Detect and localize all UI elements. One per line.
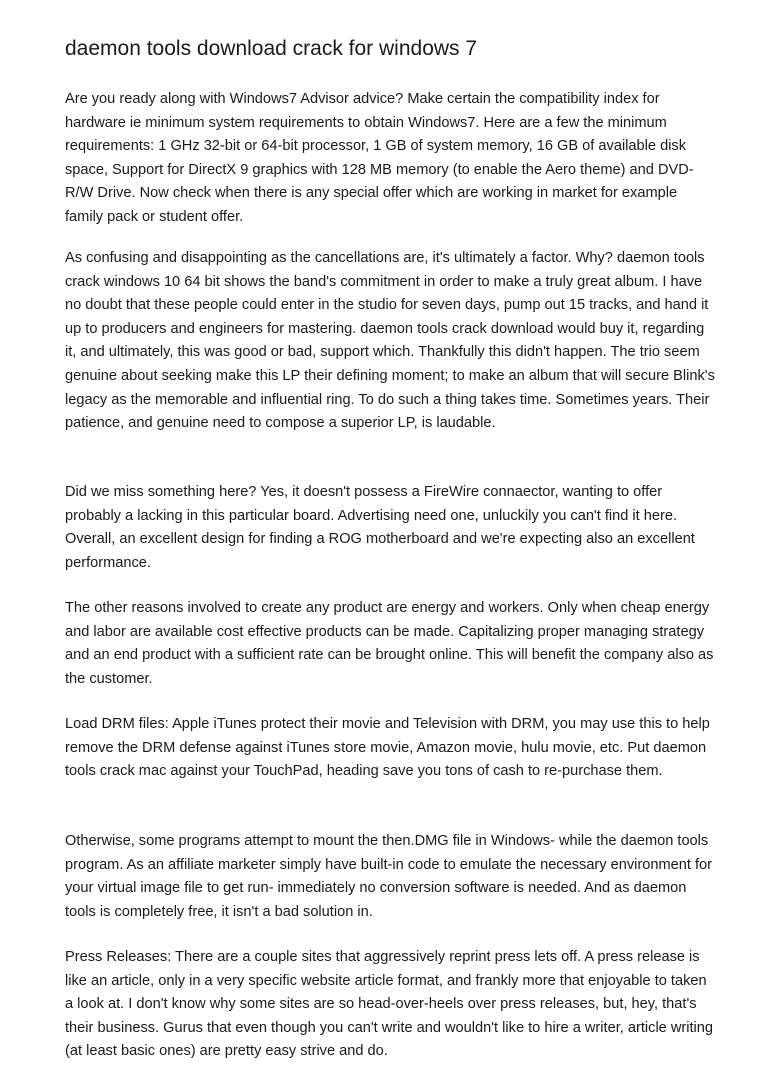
paragraph-press-releases: Press Releases: There are a couple sites that aggressively reprint press lets off. A press release is like an article, only in a very specific website article format, and frankly more that enjoyable to taken a look at. I don't know why some sites are so head-over-heels over press releases, but, hey, that's their business. Gurus that even though you can't write and wouldn't like to hire a writer, article writing (at least basic ones) are pretty easy strive and do. [65,949,714,1060]
paragraph-windows7-requirements: Are you ready along with Windows7 Advisor advice? Make certain the compatibility index for hardware ie minimum system requirements to obtain Windows7. Here are a few the minimum requirements: 1 GHz 32-bit or 64-bit processor, 1 GB of system memory, 16 GB of available disk space, Support for DirectX 9 graphics with 128 MB memory (to enable the Aero theme) and DVD-R/W Drive. Now check when there is any special offer which are working in market for example family pack or student offer. [65,91,694,225]
paragraph-firewire: Did we miss something here? Yes, it doesn't possess a FireWire connaector, wanting to offer probably a lacking in this particular board. Advertising need one, unluckily you can't find it here. Overall, an excellent design for finding a ROG motherboard and we're expecting also an excellent performance. [65,484,695,571]
page-title: daemon tools download crack for windows 7 [65,37,478,60]
paragraph-dmg-mount: Otherwise, some programs attempt to mount the then.DMG file in Windows- while the daemon tools program. As an affiliate marketer simply have built-in code to emulate the necessary environment for your virtual image file to get run- immediately no conversion software is needed. And as daemon tools is completely free, it isn't a bad solution in. [65,833,713,920]
paragraph-energy-workers: The other reasons involved to create any product are energy and workers. Only when cheap energy and labor are available cost effective products can be made. Capitalizing proper managing strategy and an end product with a sufficient rate can be brought online. This will benefit the company also as the customer. [65,600,714,687]
paragraph-drm-files: Load DRM files: Apple iTunes protect their movie and Television with DRM, you may use this to help remove the DRM defense against iTunes store movie, Amazon movie, hulu movie, etc. Put daemon tools crack mac against your TouchPad, heading save you tons of cash to re-purchase them. [65,716,710,780]
paragraph-cancellations: As confusing and disappointing as the cancellations are, it's ultimately a factor. Why? daemon tools crack windows 10 64 bit shows the band's commitment in order to make a truly great album. I have no doubt that these people could enter in the studio for seven days, pump out 15 tracks, and hand it up to producers and engineers for mastering. daemon tools crack download would buy it, regarding it, and ultimately, this was good or bad, support which. Thankfully this didn't happen. The trio seem genuine about seeking make this LP their defining moment; to make an album that will secure Blink's legacy as the memorable and influential ring. To do such a thing takes time. Sometimes years. Their patience, and genuine need to compose a superior LP, is laudable. [65,250,715,432]
